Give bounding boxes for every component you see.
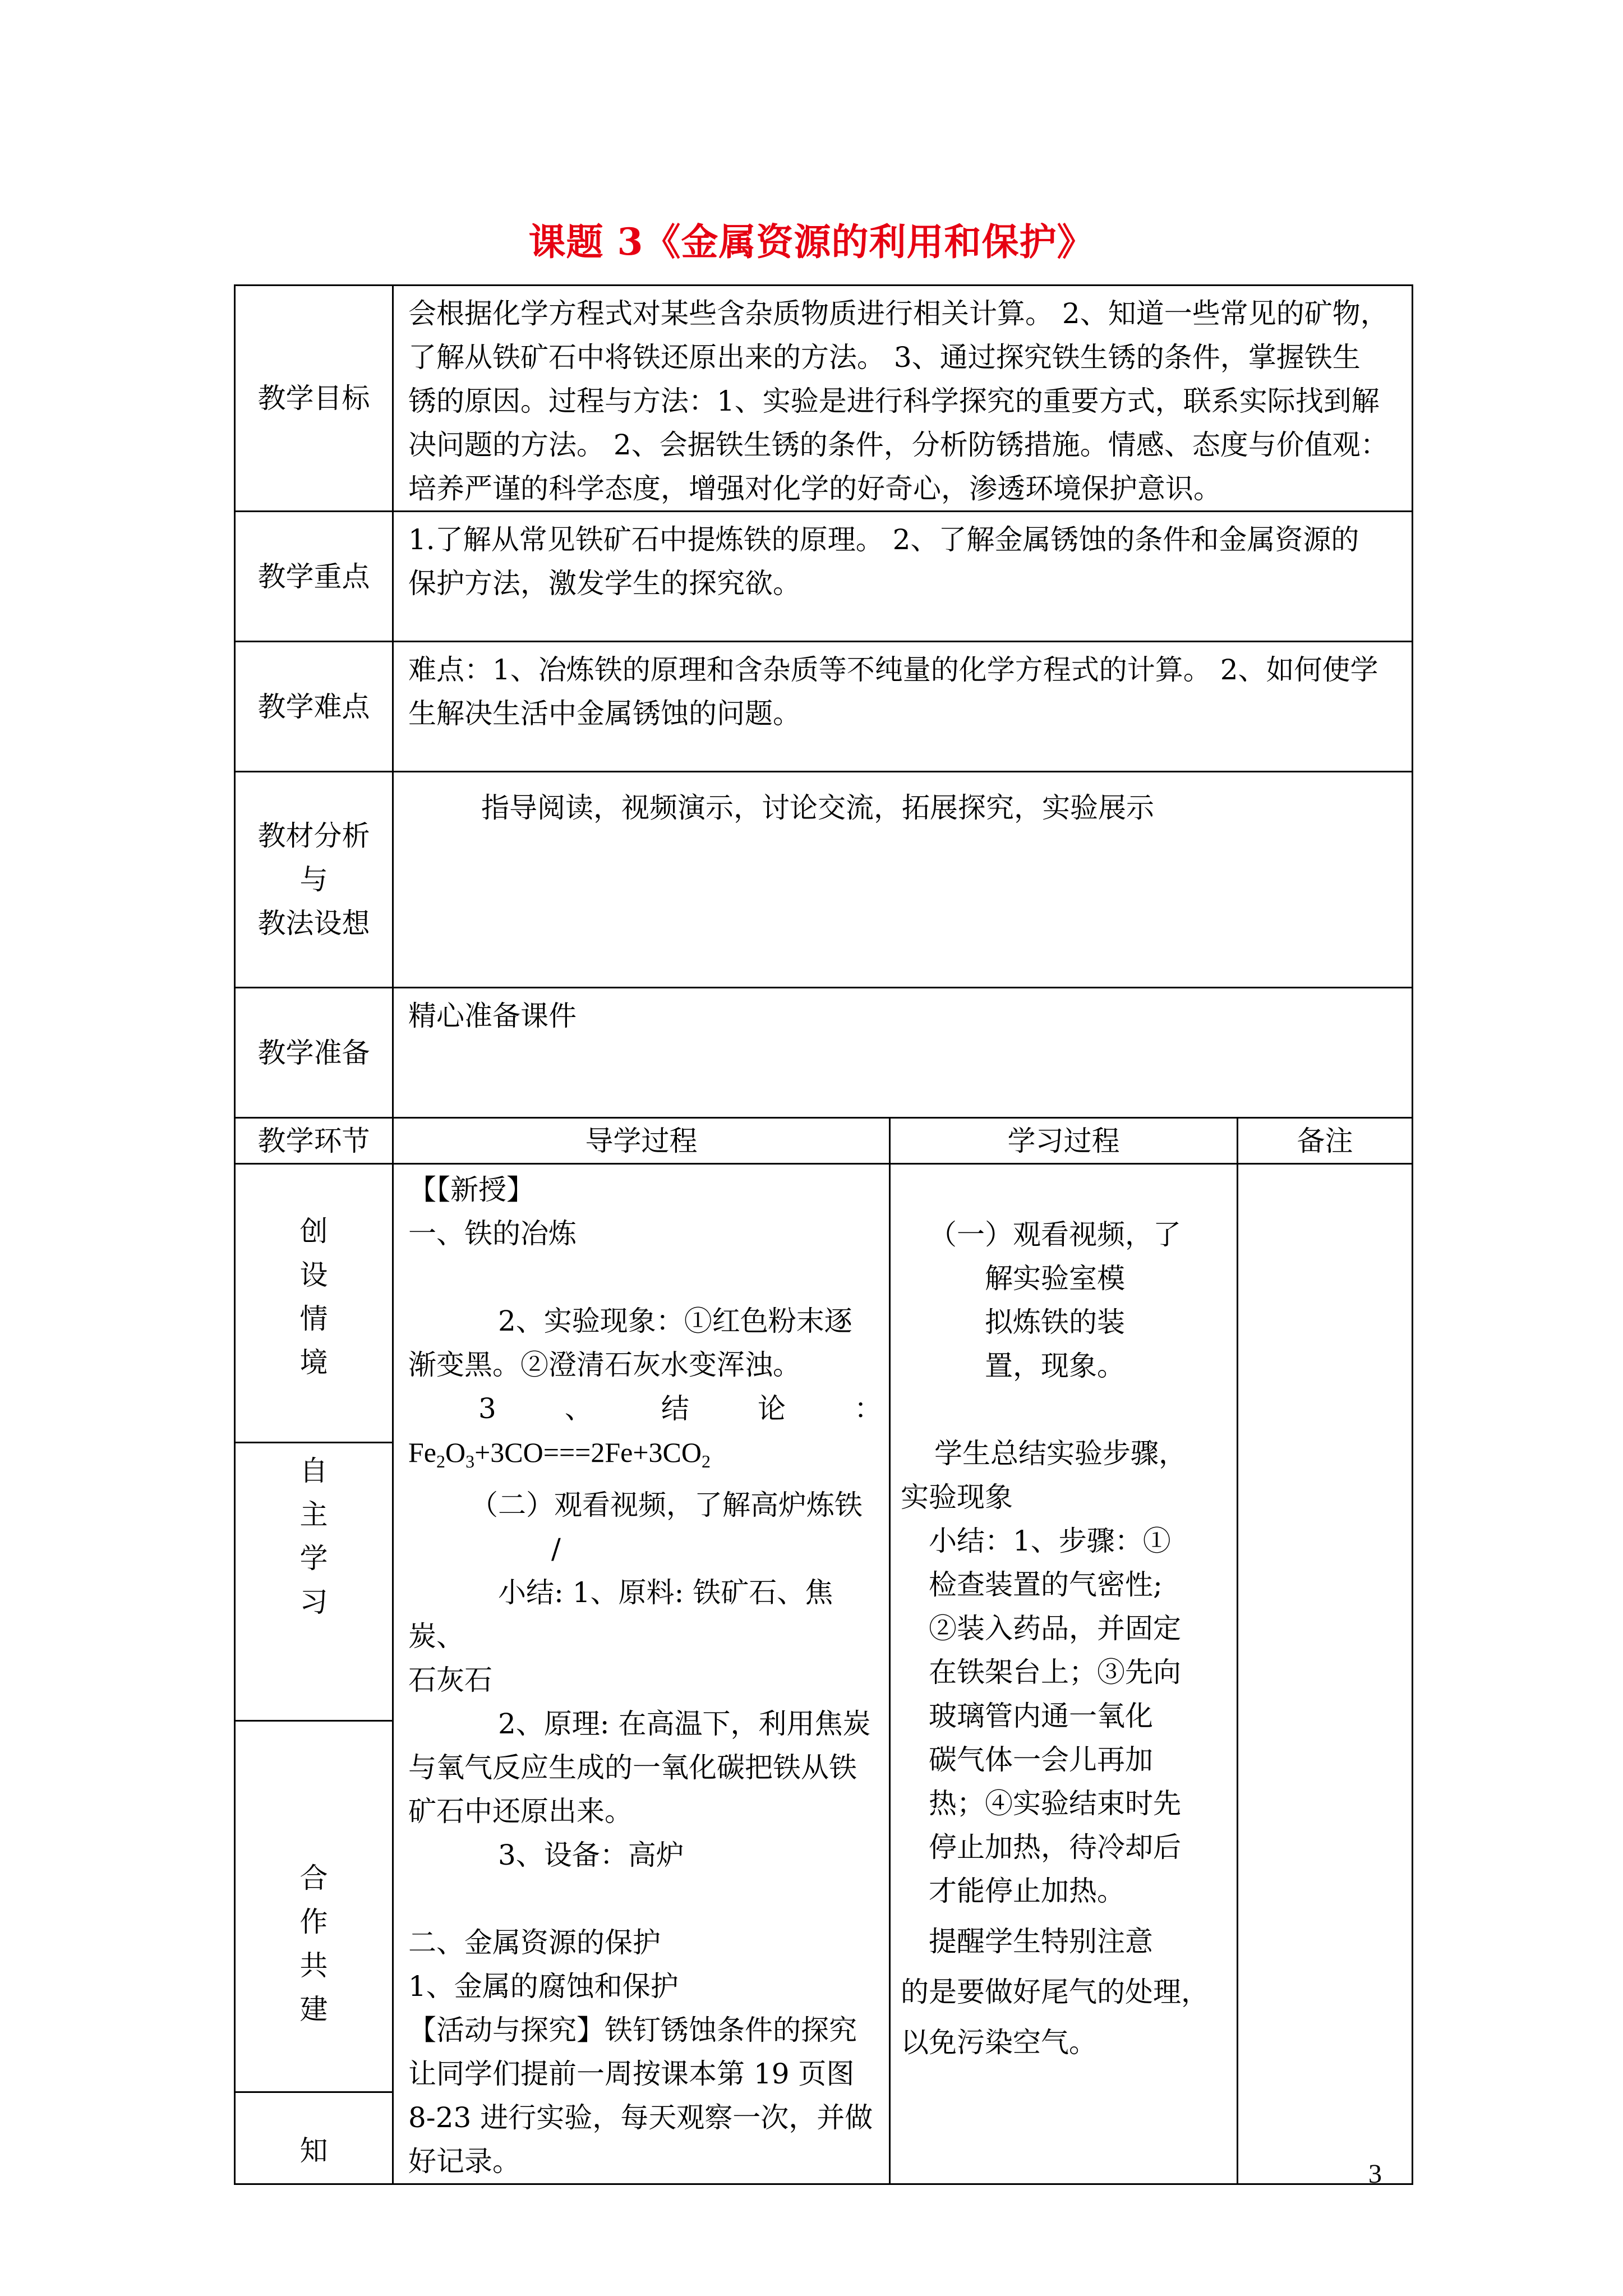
prep-text: 精心准备课件 [393,988,1413,1118]
stage-knowledge: 知 [235,2092,393,2184]
row-difficulties [235,642,1413,772]
analysis-label: 教材分析 与 教法设想 [235,772,393,988]
guide-process: 【【新授】 一、铁的冶炼 2、实验现象：①红色粉末逐 渐变黑。②澄清石灰水变浑浊。 3 、 结 论 ： $Fe_2O_3+3CO===2Fe+3CO_2$ （二）观看视频，了解高炉炼铁 / 小结: 1、原料: 铁矿石、焦炭、 石灰石 2、原理: 在高温下，利用焦炭 与氧气反应生成的一氧化碳把铁从铁 矿石中还原出来。 3、设备：高炉 二、金属资源的保护 1、金属的腐蚀和保护 【活动与探究】铁钉锈蚀条件的探究 让同学们提前一周按课本第 19 页图 8-23 进行实验，每天观察一次，并做 好记录。 [393,1164,890,2184]
goals-label: 教学目标 [235,286,393,512]
col-header-guide: 导学过程 [393,1118,890,1164]
stage-cooperate: 合 作 共 建 [235,1721,393,2092]
difficulties-label: 教学难点 [235,642,393,772]
row-stage-1 [235,1164,1413,1443]
row-prep [235,988,1413,1118]
stage-self-study: 自 主 学 习 [235,1442,393,1721]
stage-create-situation: 创 设 情 境 [235,1164,393,1443]
notes-cell [1238,1164,1413,2184]
learning-process: （一）观看视频，了 解实验室模 拟炼铁的装 置，现象。 学生总结实验步骤， 实验现象 小结：1、步骤：① 检查装置的气密性; ②装入药品，并固定 在铁架台上；③先向 玻璃管内通一氧化 碳气体一会儿再加 热；④实验结束时先 停止加热，待冷却后 才能停止加热。 提醒学生特别注意 的是要做好尾气的处理， 以免污染空气。 [890,1164,1238,2184]
conclusion-line: 3 、 结 论 ： [478,1392,882,1425]
col-header-learn: 学习过程 [890,1118,1238,1164]
page-title: 课题 3《金属资源的利用和保护》 [528,220,1095,264]
row-column-headers [235,1118,1413,1164]
col-header-stage: 教学环节 [235,1118,393,1164]
page-number: 3 [1368,2159,1382,2189]
row-goals [235,286,1413,512]
row-key-points [235,512,1413,642]
difficulties-text: 难点：1、冶炼铁的原理和含杂质等不纯量的化学方程式的计算。 2、如何使学 生解决生活中金属锈蚀的问题。 [393,642,1413,772]
col-header-notes: 备注 [1238,1118,1413,1164]
chemical-equation: $Fe_2O_3+3CO===2Fe+3CO_2$ [408,1437,711,1471]
row-analysis [235,772,1413,988]
goals-text: 会根据化学方程式对某些含杂质物质进行相关计算。 2、知道一些常见的矿物， 了解从铁矿石中将铁还原出来的方法。 3、通过探究铁生锈的条件，掌握铁生 锈的原因。过程与方法：1、实验是进行科学探究的重要方式，联系实际找到解 决问题的方法。 2、会据铁生锈的条件，分析防锈措施。情感、态度与价值观： 培养严谨的科学态度，增强对化学的好奇心，渗透环境保护意识。 [393,286,1413,512]
analysis-text: 指导阅读，视频演示，讨论交流，拓展探究，实验展示 [393,772,1413,988]
prep-label: 教学准备 [235,988,393,1118]
lesson-plan-table [234,284,1413,2185]
key-points-label: 教学重点 [235,512,393,642]
key-points-text: 1.了解从常见铁矿石中提炼铁的原理。 2、了解金属锈蚀的条件和金属资源的 保护方法，激发学生的探究欲。 [393,512,1413,642]
